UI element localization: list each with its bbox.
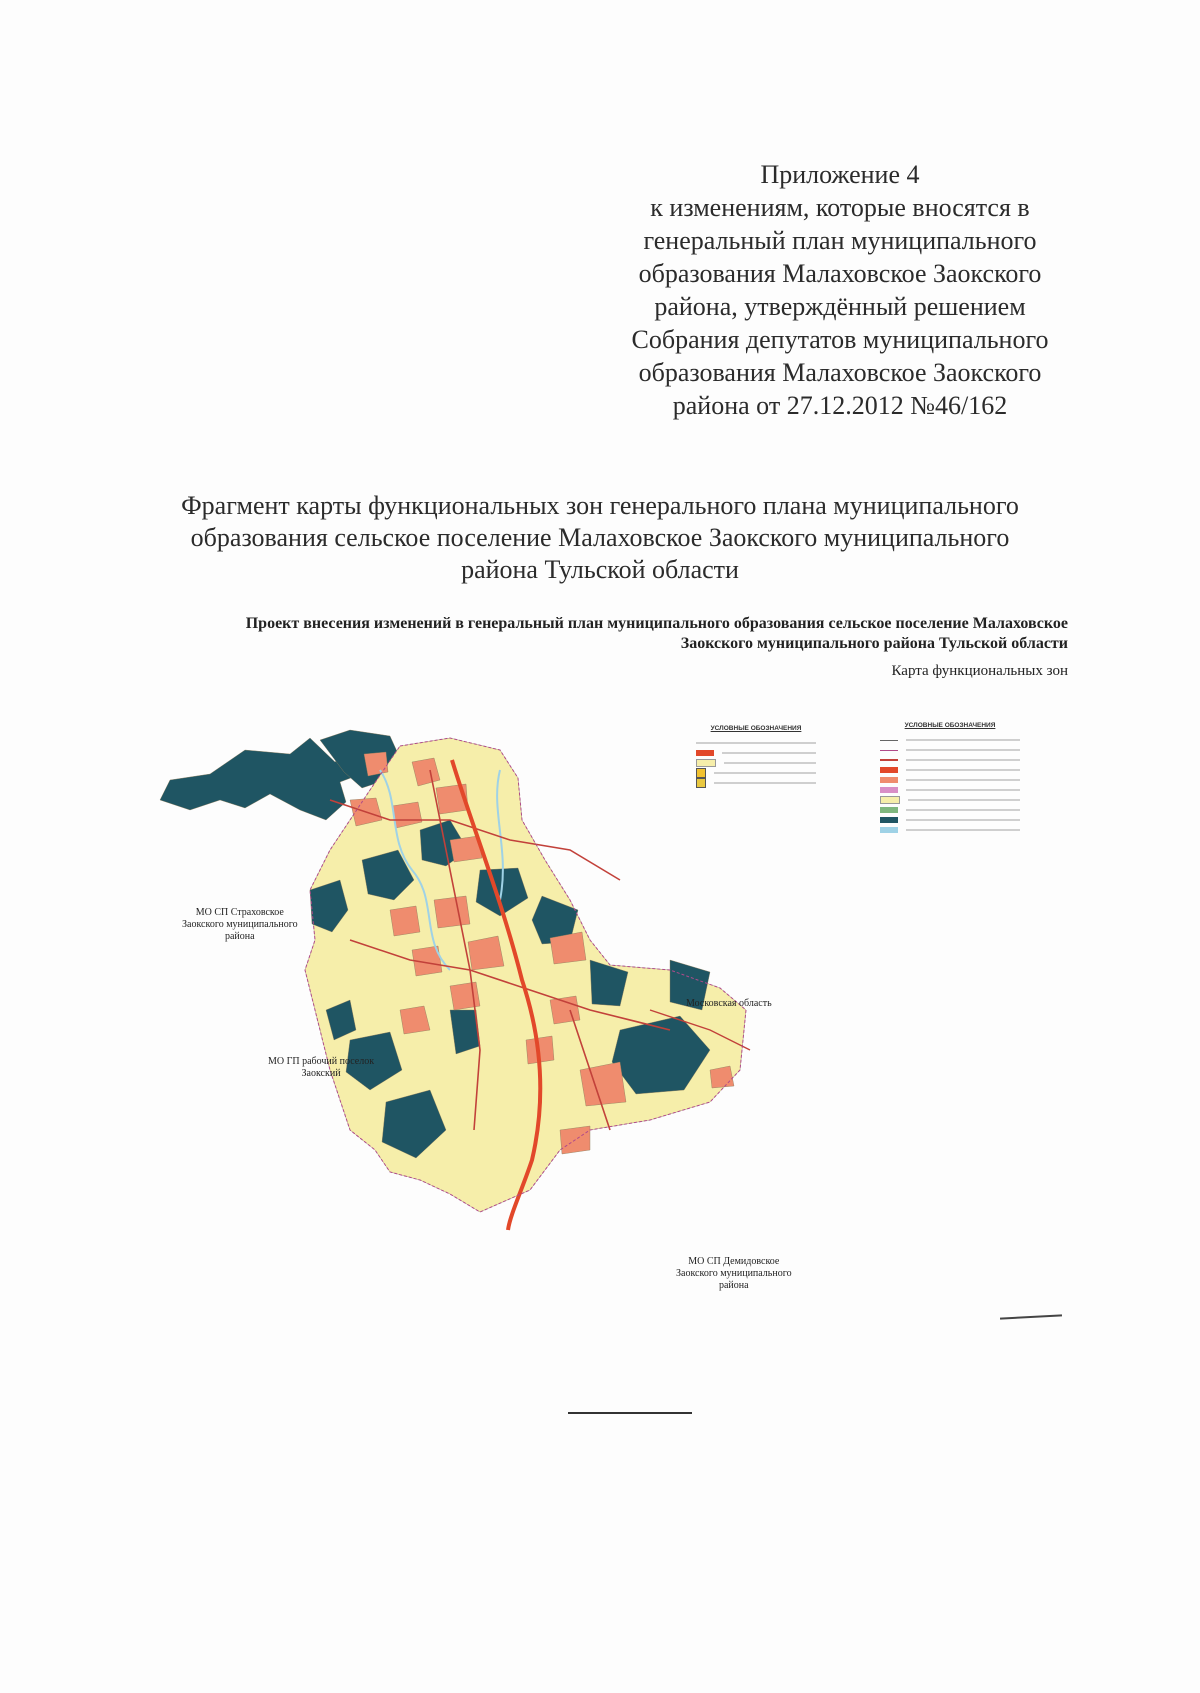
residential-zone xyxy=(390,906,420,936)
closing-rule xyxy=(568,1412,692,1414)
legend-swatch xyxy=(696,768,706,778)
legend-row xyxy=(696,778,816,788)
legend-swatch xyxy=(880,767,898,773)
legend-row xyxy=(880,795,1020,805)
residential-zone xyxy=(710,1066,734,1088)
residential-zone xyxy=(450,982,480,1010)
fragment-title-line: района Тульской области xyxy=(461,555,739,584)
residential-zone xyxy=(468,936,504,970)
fragment-title xyxy=(120,490,1080,586)
legend-row xyxy=(880,755,1020,765)
legend-row xyxy=(880,765,1020,775)
legend-swatch xyxy=(880,750,898,751)
legend-swatch xyxy=(880,777,898,783)
legend-swatch xyxy=(880,827,898,833)
fragment-title-line: образования сельское поселение Малаховское Заокского муниципального xyxy=(190,523,1010,552)
appendix-line: Собрания депутатов муниципального xyxy=(631,325,1049,354)
appendix-heading xyxy=(600,158,1080,422)
legend-swatch xyxy=(880,759,898,761)
residential-zone xyxy=(550,932,586,964)
region-label-line: района xyxy=(224,931,255,942)
legend-swatch xyxy=(696,750,714,756)
region-label-line: Московская область xyxy=(686,998,772,1009)
legend-row xyxy=(696,738,816,748)
map-project-title-line: Проект внесения изменений в генеральный план муниципального образования сельское поселение Малаховское xyxy=(245,615,1068,632)
legend-row xyxy=(696,758,816,768)
legend-row xyxy=(880,805,1020,815)
fragment-title-line: Фрагмент карты функциональных зон генерального плана муниципального xyxy=(181,491,1019,520)
appendix-line: образования Малаховское Заокского xyxy=(638,259,1042,288)
residential-zone xyxy=(434,896,470,928)
region-label-strakhovskoe xyxy=(182,907,298,943)
residential-zone xyxy=(550,996,580,1024)
legend-right xyxy=(880,722,1020,835)
map-subtitle: Карта функциональных зон xyxy=(891,663,1068,679)
legend-swatch xyxy=(696,759,716,767)
region-label-line: Заокского муниципального xyxy=(676,1268,792,1279)
legend-row xyxy=(880,745,1020,755)
appendix-line: района от 27.12.2012 №46/162 xyxy=(672,391,1008,420)
region-label-line: района xyxy=(718,1280,749,1291)
legend-swatch xyxy=(880,807,898,813)
region-label-line: Заокского муниципального xyxy=(182,919,298,930)
signature-mark xyxy=(1000,1314,1062,1319)
map-project-title-line: Заокского муниципального района Тульской области xyxy=(680,635,1068,652)
legend-swatch xyxy=(696,778,706,788)
map-project-title xyxy=(170,614,1068,654)
legend-title: УСЛОВНЫЕ ОБОЗНАЧЕНИЯ xyxy=(904,722,996,729)
legend-row xyxy=(880,825,1020,835)
region-label-line: Заокский xyxy=(301,1068,341,1079)
region-label-line: МО ГП рабочий поселок xyxy=(268,1056,375,1067)
legend-title: УСЛОВНЫЕ ОБОЗНАЧЕНИЯ xyxy=(710,725,802,732)
legend-swatch xyxy=(880,817,898,823)
appendix-line: района, утверждённый решением xyxy=(654,292,1026,321)
region-label-moscow xyxy=(686,998,772,1010)
region-label-demidovskoe xyxy=(676,1256,792,1292)
region-label-line: МО СП Страховское xyxy=(195,907,284,918)
legend-row xyxy=(880,735,1020,745)
legend-row xyxy=(880,775,1020,785)
legend-row xyxy=(880,815,1020,825)
legend-left xyxy=(696,725,816,788)
region-label-zaoksky xyxy=(268,1056,374,1080)
appendix-line: образования Малаховское Заокского xyxy=(638,358,1042,387)
legend-row xyxy=(880,785,1020,795)
legend-row xyxy=(696,768,816,778)
legend-swatch xyxy=(880,740,898,741)
legend-swatch xyxy=(880,787,898,793)
appendix-line: к изменениям, которые вносятся в xyxy=(650,193,1030,222)
residential-zone xyxy=(580,1062,626,1106)
appendix-line: генеральный план муниципального xyxy=(643,226,1037,255)
region-label-line: МО СП Демидовское xyxy=(688,1256,780,1267)
residential-zone xyxy=(364,752,388,776)
appendix-line: Приложение 4 xyxy=(760,160,920,189)
legend-swatch xyxy=(880,796,900,804)
legend-row xyxy=(696,748,816,758)
